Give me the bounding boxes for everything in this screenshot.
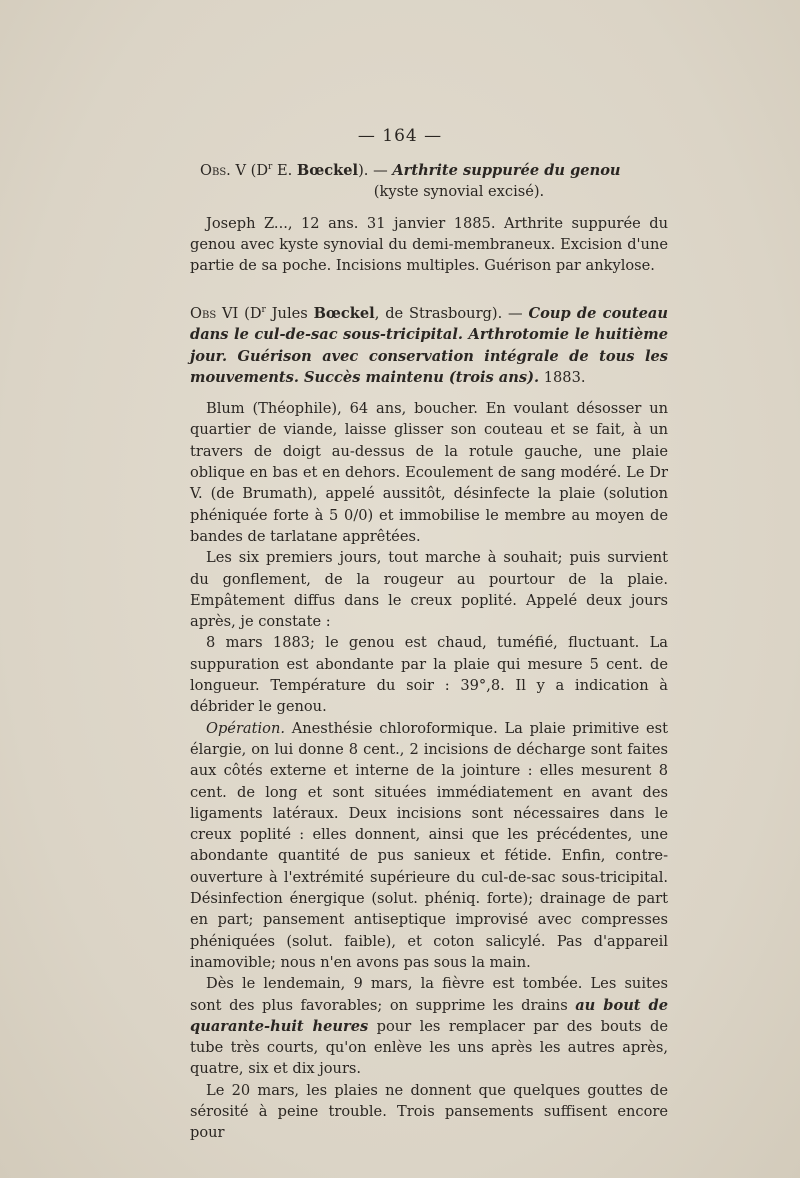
obs5-body: Joseph Z..., 12 ans. 31 janvier 1885. Arthrite suppurée du genou avec kyste synovial du demi-membraneux. Excision d'une partie de sa poche. Incisions multiples. Guérison par ankylose.: [190, 214, 668, 275]
obs6-paragraph-1: Blum (Théophile), 64 ans, boucher. En voulant désosser un quartier de viande, laisse glisser son couteau et se fait, à un travers de doigt au-dessus de la rotule gauche, une plaie oblique en bas et en dehors. Ecoulement de sang modéré. Le Dr V. (de Brumath), appelé aussitôt, désinfecte la plaie (solution phéniquée forte à 5 0/0) et immobilise le membre au moyen de bandes de tarlatane apprêtées.: [190, 400, 668, 545]
obs5-title: Arthrite suppurée du genou: [392, 162, 621, 179]
obs6-paragraph-2: Les six premiers jours, tout marche à souhait; puis survient du gonflement, de la rougeur au pourtour de la plaie. Empâtement diffus dans le creux poplité. Appelé deux jours après, je constate :: [190, 549, 668, 631]
obs5-label: Obs. V: [200, 162, 246, 179]
obs6-paragraph-3: 8 mars 1883; le genou est chaud, tuméfié, fluctuant. La suppuration est abondante par la plaie qui mesure 5 cent. de longueur. Température du soir : 39°,8. Il y a indication à débrider le genou.: [190, 634, 668, 716]
obs5-author: Bœckel: [296, 162, 359, 179]
obs6-paragraph-6: Le 20 mars, les plaies ne donnent que quelques gouttes de sérosité à peine trouble. Trois pansements suffisent encore pour: [190, 1081, 668, 1142]
observation-5: [190, 160, 668, 276]
obs6-author: Bœckel: [313, 305, 375, 322]
obs6-label: Obs VI: [190, 305, 239, 322]
obs5-subtitle: (kyste synovial excisé).: [373, 183, 545, 201]
obs6-heading: Obs VI ($D^r$ Jules Bœckel, de Strasbourg). — Coup de couteau dans le cul-de-sac sous-tricipital. Arthrotomie le huitième jour. Guérison avec conservation intégrale de tous les mouvements. Succès maintenu (trois ans). 1883.: [190, 305, 669, 386]
obs5-heading: Obs. V ($D^r$ E. Bœckel). — Arthrite suppurée du genou: [200, 162, 621, 179]
page-number: — 164 —: [357, 126, 443, 146]
obs6-paragraph-4: Opération. Anesthésie chloroformique. La plaie primitive est élargie, on lui donne 8 cent., 2 incisions de décharge sont faites aux côtés externe et interne de la jointure : elles mesurent 8 cent. de long et sont situées immédiatement en avant des ligaments latéraux. Deux incisions sont nécessaires dans le creux poplité : elles donnent, ainsi que les précédentes, une abondante quantité de pus sanieux et fétide. Enfin, contre-ouverture à l'extrémité supérieure du cul-de-sac sous-tricipital. Désinfection énergique (solut. phéniq. forte); drainage de part en part; pansement antiseptique improvisé avec compresses phéniquées (solut. faible), et coton salicylé. Pas d'appareil inamovible; nous n'en avons pas sous la main.: [190, 719, 668, 971]
obs6-title: Coup de couteau dans le cul-de-sac sous-tricipital. Arthrotomie le huitième jour. Guérison avec conservation intégrale de tous les mouvements. Succès maintenu (trois ans).: [190, 305, 669, 386]
obs6-paragraph-5: Dès le lendemain, 9 mars, la fièvre est tombée. Les suites sont des plus favorables; on supprime les drains au bout de quarante-huit heures pour les remplacer par des bouts de tube très courts, qu'on enlève les uns après les autres après, quatre, six et dix jours.: [190, 975, 668, 1078]
observation-6: [190, 303, 668, 1144]
